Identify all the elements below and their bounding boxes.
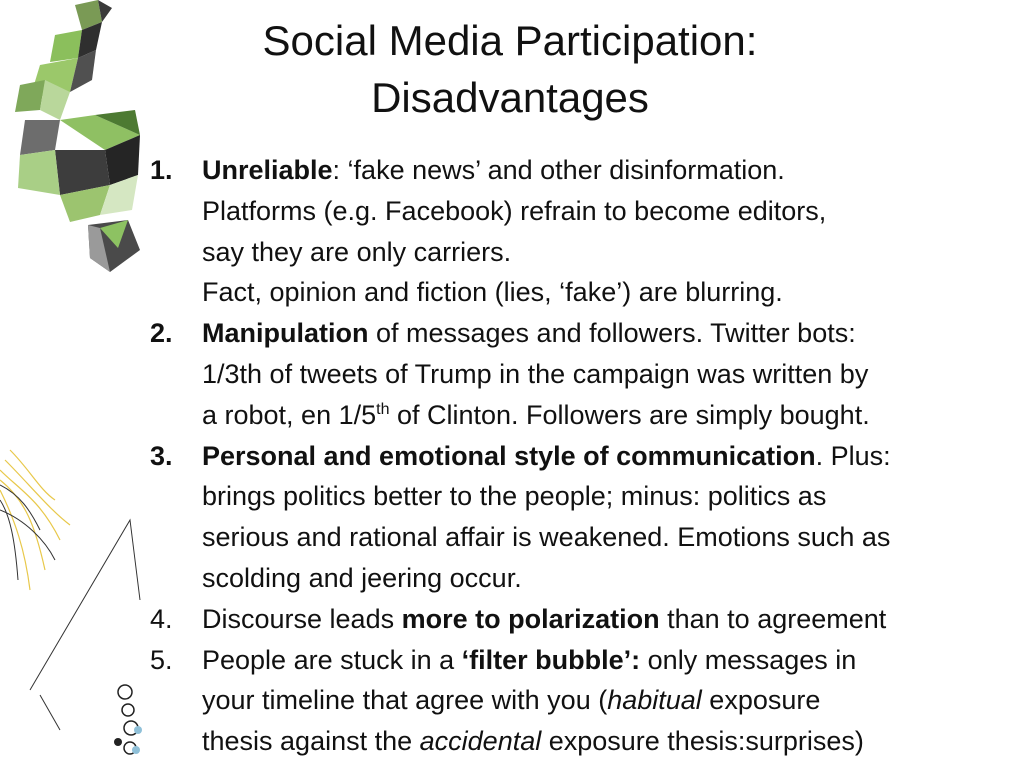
item-keyword: Manipulation xyxy=(202,318,369,349)
item-number: 1. xyxy=(150,155,173,185)
item-text: Personal and emotional style of communication. Plus: brings politics better to the people; minus: politics as serious and rational affair is weakened. Emotions such as scolding and jeering occur. xyxy=(202,440,891,593)
decorative-line-art xyxy=(0,430,150,768)
title-line-2: Disadvantages xyxy=(371,74,649,121)
list-item-1 xyxy=(150,150,1015,313)
item-text: Manipulation of messages and followers. Twitter bots: 1/3th of tweets of Trump in the campaign was written by a robot, en 1/5th of Clinton. Followers are simply bought. xyxy=(202,318,870,430)
list-item-3 xyxy=(150,436,1015,599)
item-text: People are stuck in a ‘filter bubble’: only messages in your timeline that agree with you (habitual exposure thesis against the accidental exposure thesis:surprises) xyxy=(202,644,864,757)
item-number: 5. xyxy=(150,644,173,675)
page-title xyxy=(200,12,820,126)
item-keyword: Unreliable xyxy=(202,155,333,185)
item-text: Discourse leads more to polarization than to agreement xyxy=(202,603,887,634)
item-keyword: ‘filter bubble’: xyxy=(461,644,641,675)
item-keyword: Personal and emotional style of communication xyxy=(202,440,816,471)
list-item-4 xyxy=(150,599,1015,640)
item-number: 4. xyxy=(150,603,173,634)
title-line-1: Social Media Participation: xyxy=(262,17,758,64)
item-number: 3. xyxy=(150,440,173,471)
list-item-5 xyxy=(150,640,1015,762)
disadvantages-list xyxy=(150,150,1015,762)
item-keyword: more to polarization xyxy=(401,603,660,634)
item-text: Unreliable: ‘fake news’ and other disinformation. Platforms (e.g. Facebook) refrain to become editors, say they are only carriers. Fact, opinion and fiction (lies, ‘fake’) are blurring. xyxy=(202,155,827,308)
item-number: 2. xyxy=(150,318,173,349)
decorative-geometric-art xyxy=(0,0,150,280)
list-item-2 xyxy=(150,313,1015,435)
